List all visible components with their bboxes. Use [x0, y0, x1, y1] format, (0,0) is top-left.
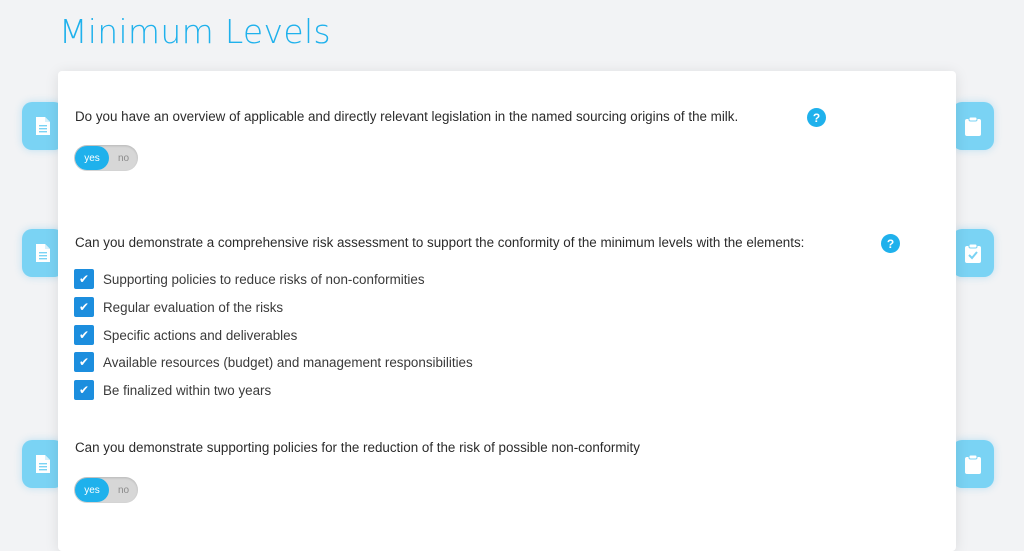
- page-title: Minimum Levels: [59, 12, 331, 51]
- toggle-yes-option[interactable]: yes: [75, 478, 109, 502]
- checklist-item[interactable]: [74, 325, 297, 345]
- checkbox-checked-icon[interactable]: ✔: [74, 380, 94, 400]
- toggle-no-option[interactable]: no: [117, 152, 130, 164]
- question-2-help-icon[interactable]: ?: [881, 234, 900, 253]
- question-3-toggle[interactable]: [74, 477, 138, 503]
- checkbox-checked-icon[interactable]: ✔: [74, 269, 94, 289]
- document-icon: [35, 243, 51, 263]
- checklist-item-label: Regular evaluation of the risks: [103, 299, 284, 315]
- clipboard-check-icon: [964, 243, 982, 264]
- checklist-item[interactable]: [74, 380, 271, 400]
- question-1-toggle[interactable]: [74, 145, 138, 171]
- checklist-item[interactable]: [74, 297, 283, 317]
- checkbox-checked-icon[interactable]: ✔: [74, 297, 94, 317]
- clipboard-icon: [964, 116, 982, 137]
- checklist-item-label: Available resources (budget) and management responsibilities: [103, 354, 473, 370]
- question-1-text: Do you have an overview of applicable and directly relevant legislation in the named sourcing origins of the milk.: [75, 109, 739, 124]
- toggle-yes-option[interactable]: yes: [75, 146, 109, 170]
- checklist-item-label: Supporting policies to reduce risks of non-conformities: [103, 271, 425, 287]
- clipboard-icon: [964, 454, 982, 475]
- side-tab-right-3[interactable]: [952, 440, 994, 488]
- question-3-text: Can you demonstrate supporting policies for the reduction of the risk of possible non-conformity: [75, 440, 640, 455]
- side-tab-right-1[interactable]: [952, 102, 994, 150]
- question-1-help-icon[interactable]: ?: [807, 108, 826, 127]
- question-2-text: Can you demonstrate a comprehensive risk assessment to support the conformity of the minimum levels with the elements:: [75, 235, 805, 250]
- checklist-item-label: Specific actions and deliverables: [103, 327, 298, 343]
- document-icon: [35, 454, 51, 474]
- checkbox-checked-icon[interactable]: ✔: [74, 352, 94, 372]
- checkbox-checked-icon[interactable]: ✔: [74, 325, 94, 345]
- checklist-item-label: Be finalized within two years: [103, 382, 272, 398]
- checklist-item[interactable]: [74, 352, 473, 372]
- toggle-no-option[interactable]: no: [117, 484, 130, 496]
- side-tab-right-2[interactable]: [952, 229, 994, 277]
- document-icon: [35, 116, 51, 136]
- checklist-item[interactable]: [74, 269, 425, 289]
